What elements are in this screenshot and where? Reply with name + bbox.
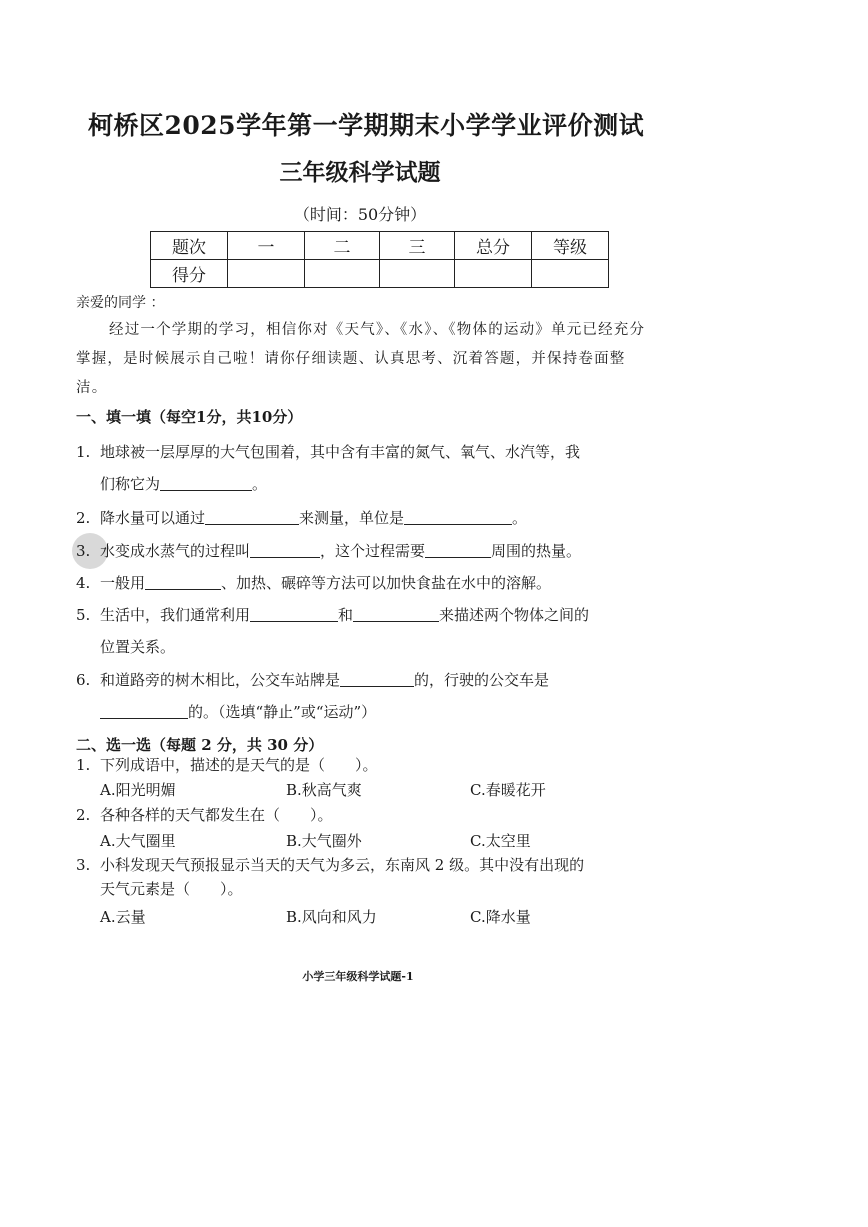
fill-question-3: [76, 535, 644, 567]
question-text: 一般用: [100, 574, 146, 592]
choice-option-a[interactable]: A.大气圈里: [100, 832, 176, 850]
question-number: 2.: [76, 806, 91, 824]
score-row-label: 得分: [151, 260, 228, 288]
question-text: ，这个过程需要: [320, 542, 426, 560]
fill-question-1: [76, 436, 644, 500]
score-table-header-row: [151, 232, 609, 260]
question-text: 天气元素是（ ）。: [100, 880, 243, 898]
exam-title: 柯桥区2025学年第一学期期末小学学业评价测试: [88, 111, 645, 140]
section-1-title: 一、填一填（每空1分，共10分）: [76, 408, 303, 426]
question-text: 生活中，我们通常利用: [100, 606, 251, 624]
question-text: 们称它为: [100, 475, 161, 493]
question-number: 6.: [76, 671, 91, 689]
answer-blank[interactable]: [250, 603, 338, 622]
score-cell: [380, 260, 455, 288]
score-cell: [228, 260, 305, 288]
score-header-cell: 总分: [455, 232, 532, 260]
choice-option-b[interactable]: B.大气圈外: [286, 832, 362, 850]
intro-greeting: 亲爱的同学 ：: [76, 295, 165, 311]
score-table: [150, 231, 609, 288]
question-text: 周围的热量。: [491, 542, 582, 560]
question-text: 地球被一层厚厚的大气包围着，其中含有丰富的氮气、氧气、水汽等，我: [100, 443, 581, 461]
score-header-cell: 一: [228, 232, 305, 260]
score-header-cell: 三: [380, 232, 455, 260]
question-number: 3.: [76, 542, 91, 560]
question-number: 3.: [76, 856, 91, 874]
question-text: 和道路旁的树木相比，公交车站牌是: [100, 671, 341, 689]
choice-question-1: [76, 753, 378, 777]
question-text: 小科发现天气预报显示当天的天气为多云，东南风 2 级。其中没有出现的: [100, 856, 585, 874]
choice-option-c[interactable]: C.太空里: [470, 832, 531, 850]
choice-question-2: [76, 803, 333, 827]
answer-blank[interactable]: [340, 668, 414, 687]
question-text: 。: [512, 509, 528, 527]
answer-blank[interactable]: [100, 700, 188, 719]
question-text: 位置关系。: [100, 638, 176, 656]
answer-blank[interactable]: [250, 539, 320, 558]
choice-option-b[interactable]: B.秋高气爽: [286, 781, 362, 799]
fill-question-5: [76, 599, 644, 663]
question-text: 降水量可以通过: [100, 509, 206, 527]
question-number: 4.: [76, 574, 91, 592]
score-table-score-row: [151, 260, 609, 288]
question-text: 各种各样的天气都发生在（ ）。: [100, 806, 333, 824]
choice-question-3: [76, 853, 584, 901]
exam-time: （时间：50分钟）: [293, 205, 427, 224]
question-number: 5.: [76, 606, 91, 624]
question-text: 来描述两个物体之间的: [439, 606, 590, 624]
question-text: 和: [338, 606, 354, 624]
score-header-cell: 等级: [532, 232, 609, 260]
section-2-title: 二、选一选（每题 2 分，共 30 分）: [76, 736, 324, 754]
question-text: 的，行驶的公交车是: [414, 671, 550, 689]
answer-blank[interactable]: [160, 472, 252, 491]
intro-text: 经过一个学期的学习，相信你对《天气》、《水》、《物体的运动》单元已经充分掌握，是时候展示自己啦！请你仔细读题、认真思考、沉着答题，并保持卷面整洁。: [76, 322, 646, 396]
question-text: 。: [252, 475, 268, 493]
question-text: 下列成语中，描述的是天气的是（ ）。: [100, 756, 378, 774]
score-header-cell: 题次: [151, 232, 228, 260]
answer-blank[interactable]: [404, 506, 512, 525]
choice-option-c[interactable]: C.降水量: [470, 908, 531, 926]
fill-question-6: [76, 664, 644, 728]
score-cell: [455, 260, 532, 288]
answer-blank[interactable]: [145, 571, 221, 590]
score-header-cell: 二: [305, 232, 380, 260]
fill-question-4: [76, 567, 644, 599]
question-text: 水变成水蒸气的过程叫: [100, 542, 251, 560]
question-number: 1.: [76, 443, 91, 461]
choice-option-a[interactable]: A.云量: [100, 908, 146, 926]
page-footer: 小学三年级科学试题-1: [302, 970, 414, 983]
answer-blank[interactable]: [353, 603, 439, 622]
choice-option-c[interactable]: C.春暖花开: [470, 781, 546, 799]
question-text: 来测量，单位是: [299, 509, 405, 527]
choice-option-a[interactable]: A.阳光明媚: [100, 781, 176, 799]
answer-blank[interactable]: [205, 506, 299, 525]
question-number: 1.: [76, 756, 91, 774]
choice-option-b[interactable]: B.风向和风力: [286, 908, 377, 926]
question-number: 2.: [76, 509, 91, 527]
score-cell: [532, 260, 609, 288]
answer-blank[interactable]: [425, 539, 491, 558]
question-text: 的。（选填“静止”或“运动”）: [188, 703, 377, 721]
fill-question-2: [76, 502, 644, 534]
exam-subtitle: 三年级科学试题: [279, 159, 441, 186]
question-text: 、加热、碾碎等方法可以加快食盐在水中的溶解。: [221, 574, 552, 592]
score-cell: [305, 260, 380, 288]
